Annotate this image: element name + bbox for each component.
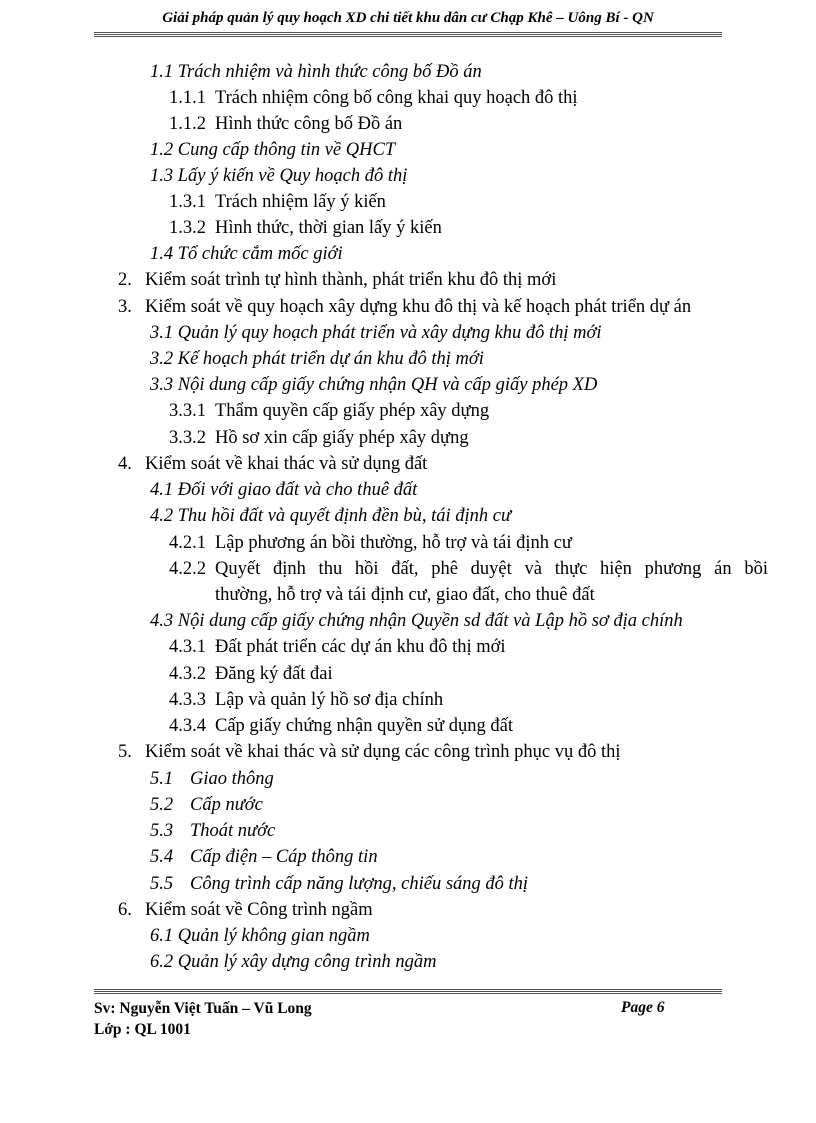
toc-section-2 xyxy=(118,268,556,292)
toc-number: 6. xyxy=(118,900,132,920)
toc-number: 4.2.1 xyxy=(169,533,206,553)
toc-number: 3.3.1 xyxy=(169,401,206,421)
toc-text: Thoát nước xyxy=(190,821,276,841)
toc-number: 4.3.1 xyxy=(169,637,206,657)
toc-4-3-2 xyxy=(169,662,333,686)
toc-3-3-2 xyxy=(169,426,469,450)
toc-4-2-2-continued: thường, hỗ trợ và tái định cư, giao đất, cho thuê đất xyxy=(215,585,595,605)
toc-number: 4.2.2 xyxy=(169,559,206,579)
toc-section-3 xyxy=(118,295,691,319)
toc-number: 5.5 xyxy=(150,874,174,894)
toc-text: Giao thông xyxy=(190,769,274,789)
toc-number: 4. xyxy=(118,454,132,474)
toc-1-2: 1.2 Cung cấp thông tin về QHCT xyxy=(150,140,396,160)
toc-5-5 xyxy=(150,872,528,896)
toc-4-3-1 xyxy=(169,635,506,659)
toc-1-1-2 xyxy=(169,112,402,136)
toc-3-2: 3.2 Kế hoạch phát triển dự án khu đô thị mới xyxy=(150,349,484,369)
footer-class: Lớp : QL 1001 xyxy=(94,1021,191,1038)
toc-text: Cấp giấy chứng nhận quyền sử dụng đất xyxy=(215,716,514,736)
toc-5-2 xyxy=(150,793,263,817)
toc-6-1: 6.1 Quản lý không gian ngầm xyxy=(150,926,370,946)
toc-text: Kiểm soát về khai thác và sử dụng đất xyxy=(145,454,428,474)
toc-text: Hình thức, thời gian lấy ý kiến xyxy=(215,218,442,238)
toc-number: 5.1 xyxy=(150,769,174,789)
toc-4-3-3 xyxy=(169,688,443,712)
toc-text: Trách nhiệm công bố công khai quy hoạch đô thị xyxy=(215,88,578,108)
toc-number: 1.1.2 xyxy=(169,114,206,134)
header-rule xyxy=(94,32,722,38)
toc-number: 1.3.1 xyxy=(169,192,206,212)
running-header: Giải pháp quản lý quy hoạch XD chi tiết khu dân cư Chạp Khê – Uông Bí - QN xyxy=(162,10,654,26)
toc-5-1 xyxy=(150,767,274,791)
toc-text: Thẩm quyền cấp giấy phép xây dựng xyxy=(215,401,490,421)
toc-number: 4.3.2 xyxy=(169,664,206,684)
toc-1-3-2 xyxy=(169,216,442,240)
toc-text: Lập và quản lý hồ sơ địa chính xyxy=(215,690,444,710)
toc-5-3 xyxy=(150,819,275,843)
toc-4-2-1 xyxy=(169,531,572,555)
page-number: Page 6 xyxy=(621,999,665,1016)
toc-1-3-1 xyxy=(169,190,386,214)
toc-4-3: 4.3 Nội dung cấp giấy chứng nhận Quyền sd đất và Lập hồ sơ địa chính xyxy=(150,611,683,631)
toc-number: 1.1.1 xyxy=(169,88,206,108)
toc-number: 4.3.4 xyxy=(169,716,206,736)
toc-4-1: 4.1 Đối với giao đất và cho thuê đất xyxy=(150,480,418,500)
toc-text: Hình thức công bố Đồ án xyxy=(215,114,403,134)
toc-3-3-1 xyxy=(169,399,489,423)
toc-1-1: 1.1 Trách nhiệm và hình thức công bố Đồ án xyxy=(150,62,482,82)
toc-text: Trách nhiệm lấy ý kiến xyxy=(215,192,386,212)
toc-text: Kiểm soát trình tự hình thành, phát triển khu đô thị mới xyxy=(145,270,557,290)
toc-number: 5.2 xyxy=(150,795,174,815)
toc-4-2-2 xyxy=(169,557,768,581)
toc-text: Quyết định thu hồi đất, phê duyệt và thực hiện phương án bồi xyxy=(215,559,768,579)
toc-number: 1.3.2 xyxy=(169,218,206,238)
toc-1-4: 1.4 Tổ chức cắm mốc giới xyxy=(150,244,343,264)
toc-text: Kiểm soát về Công trình ngầm xyxy=(145,900,373,920)
toc-number: 2. xyxy=(118,270,132,290)
toc-text: Công trình cấp năng lượng, chiếu sáng đô thị xyxy=(190,874,529,894)
toc-number: 3. xyxy=(118,297,132,317)
toc-number: 3.3.2 xyxy=(169,428,206,448)
toc-text: Hồ sơ xin cấp giấy phép xây dựng xyxy=(215,428,469,448)
toc-section-4 xyxy=(118,452,427,476)
toc-text: Kiểm soát về quy hoạch xây dựng khu đô thị và kế hoạch phát triển dự án xyxy=(145,297,692,317)
toc-text: Kiểm soát về khai thác và sử dụng các công trình phục vụ đô thị xyxy=(145,742,621,762)
toc-text: Đất phát triển các dự án khu đô thị mới xyxy=(215,637,506,657)
toc-5-4 xyxy=(150,845,378,869)
toc-number: 5.4 xyxy=(150,847,174,867)
toc-3-1: 3.1 Quản lý quy hoạch phát triển và xây dựng khu đô thị mới xyxy=(150,323,602,343)
toc-text: Đăng ký đất đai xyxy=(215,664,333,684)
toc-text: Cấp nước xyxy=(190,795,263,815)
toc-section-6 xyxy=(118,898,373,922)
toc-section-5 xyxy=(118,740,621,764)
footer-rule xyxy=(94,989,722,995)
toc-1-3: 1.3 Lấy ý kiến về Quy hoạch đô thị xyxy=(150,166,408,186)
toc-3-3: 3.3 Nội dung cấp giấy chứng nhận QH và cấp giấy phép XD xyxy=(150,375,598,395)
toc-4-3-4 xyxy=(169,714,513,738)
toc-text: Lập phương án bồi thường, hỗ trợ và tái định cư xyxy=(215,533,572,553)
toc-number: 5.3 xyxy=(150,821,174,841)
toc-4-2: 4.2 Thu hồi đất và quyết định đền bù, tái định cư xyxy=(150,506,512,526)
toc-number: 5. xyxy=(118,742,132,762)
toc-6-2: 6.2 Quản lý xây dựng công trình ngầm xyxy=(150,952,437,972)
footer-students: Sv: Nguyễn Việt Tuấn – Vũ Long xyxy=(94,1000,312,1017)
toc-1-1-1 xyxy=(169,86,578,110)
toc-number: 4.3.3 xyxy=(169,690,206,710)
toc-text: Cấp điện – Cáp thông tin xyxy=(190,847,378,867)
footer-author-block xyxy=(94,998,312,1040)
